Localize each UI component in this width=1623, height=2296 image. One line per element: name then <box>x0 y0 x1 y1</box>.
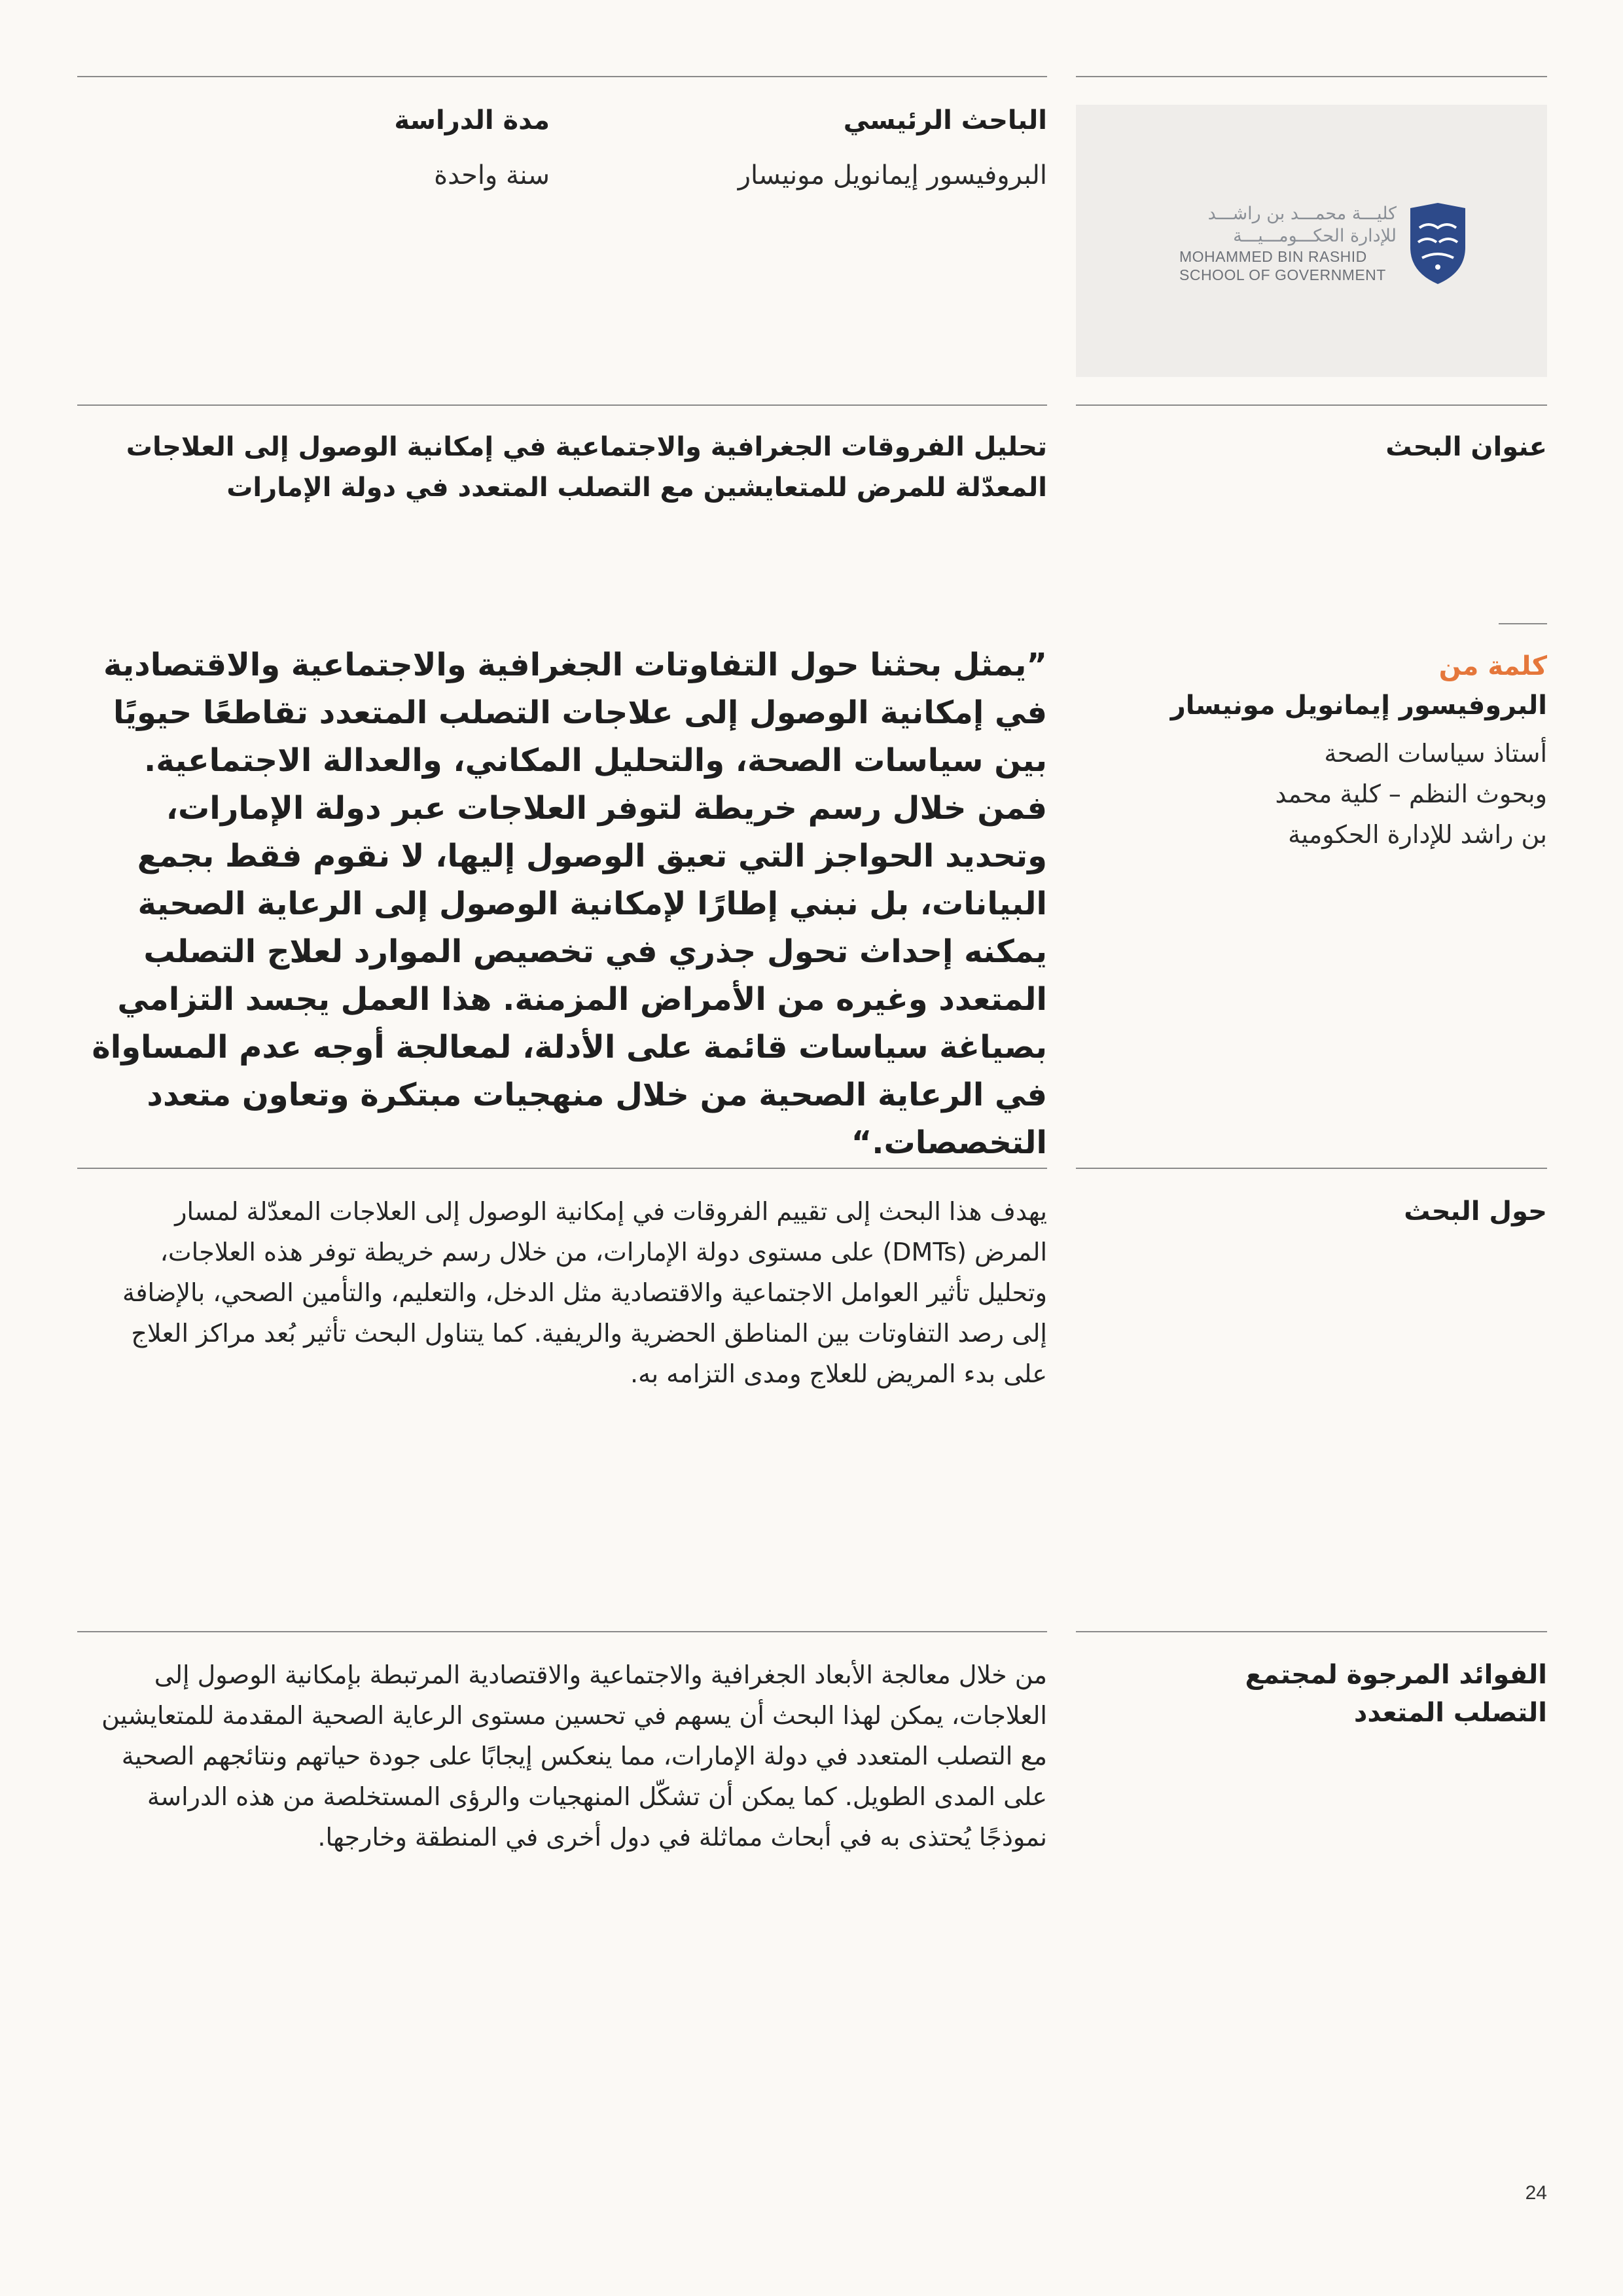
about-label: حول البحث <box>1404 1196 1547 1227</box>
divider <box>1076 1631 1547 1632</box>
duration-value: سنة واحدة <box>434 160 550 190</box>
logo-panel <box>1076 105 1547 377</box>
duration-block <box>275 101 550 195</box>
statement-author-role: أستاذ سياسات الصحة وبحوث النظم – كلية محمد بن راشد للإدارة الحكومية <box>1275 739 1547 849</box>
lead-researcher-block <box>654 101 1047 195</box>
research-title-text: تحليل الفروقات الجغرافية والاجتماعية في إمكانية الوصول إلى العلاجات المعدّلة للمرض للمتعايشين مع التصلب المتعدد في دولة الإمارات <box>126 432 1047 503</box>
about-text: يهدف هذا البحث إلى تقييم الفروقات في إمكانية الوصول إلى العلاجات المعدّلة لمسار المرض (DMTs) على مستوى دولة الإمارات، من خلال رسم خريطة توفر هذه العلاجات، وتحليل تأثير العوامل الاجتماعية والاقتصادية مثل الدخل، والتعليم، والتأمين الصحي، بالإضافة إلى رصد التفاوتات بين المناطق الحضرية والريفية. كما يتناول البحث تأثير بُعد مراكز العلاج على بدء المريض للعلاج ومدى التزامه به. <box>122 1197 1047 1388</box>
divider <box>77 1631 1047 1632</box>
research-title-label: عنوان البحث <box>1385 432 1547 462</box>
benefits-text: من خلال معالجة الأبعاد الجغرافية والاجتماعية والاقتصادية المرتبطة بإمكانية الوصول إلى العلاجات، يمكن لهذا البحث أن يسهم في تحسين مستوى الرعاية الصحية المقدمة للمتعايشين مع التصلب المتعدد في دولة الإمارات، مما ينعكس إيجابًا على جودة حياتهم ونتائجهم الصحية على المدى الطويل. كما يمكن أن تشكّل المنهجيات والرؤى المستخلصة من هذه الدراسة نموذجًا يُحتذى به في أبحاث مماثلة في دول أخرى في المنطقة وخارجها. <box>101 1660 1047 1852</box>
divider <box>1499 623 1547 624</box>
duration-label: مدة الدراسة <box>394 105 550 135</box>
divider <box>1076 1168 1547 1169</box>
statement-quote: ”يمثل بحثنا حول التفاوتات الجغرافية والاجتماعية والاقتصادية في إمكانية الوصول إلى علاجات التصلب المتعدد تقاطعًا حيويًا بين سياسات الصحة، والتحليل المكاني، والعدالة الاجتماعية. فمن خلال رسم خريطة لتوفر العلاجات عبر دولة الإمارات، وتحديد الحواجز التي تعيق الوصول إليها، لا نقوم فقط بجمع البيانات، بل نبني إطارًا لإمكانية الوصول إلى الرعاية الصحية يمكنه إحداث تحول جذري في تخصيص الموارد لعلاج التصلب المتعدد وغيره من الأمراض المزمنة. هذا العمل يجسد التزامي بصياغة سياسات قائمة على الأدلة، لمعالجة أوجه عدم المساواة في الرعاية الصحية من خلال منهجيات مبتكرة وتعاون متعدد التخصصات.“ <box>92 647 1047 1161</box>
divider <box>77 404 1047 406</box>
divider <box>77 1168 1047 1169</box>
statement-author-block <box>1076 647 1547 855</box>
divider <box>1076 404 1547 406</box>
page-number: 24 <box>1525 2182 1547 2204</box>
divider <box>77 76 1047 77</box>
divider <box>1076 76 1547 77</box>
lead-researcher-value: البروفيسور إيمانويل مونيسار <box>738 160 1047 190</box>
benefits-label: الفوائد المرجوة لمجتمع التصلب المتعدد <box>1245 1660 1547 1728</box>
statement-label: كلمة من <box>1438 651 1547 681</box>
logo-arabic-name: كليـــة محمـــد بن راشـــد للإدارة الحكـــومـــيـــة <box>1207 204 1397 246</box>
logo-english-name: MOHAMMED BIN RASHID SCHOOL OF GOVERNMENT <box>1179 248 1386 283</box>
lead-researcher-label: الباحث الرئيسي <box>843 105 1047 135</box>
shield-icon <box>1406 202 1469 285</box>
statement-author-name: البروفيسور إيمانويل مونيسار <box>1170 691 1547 721</box>
